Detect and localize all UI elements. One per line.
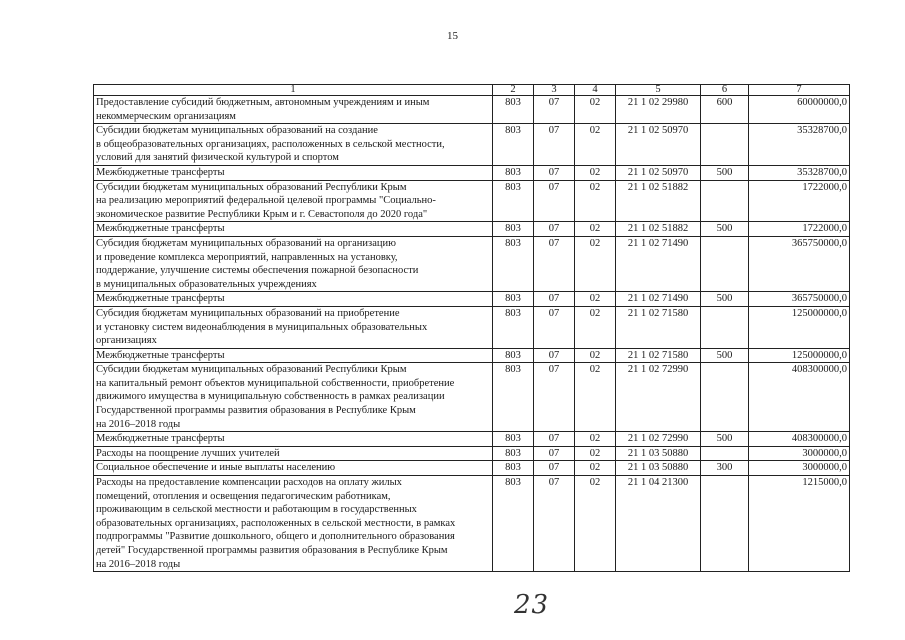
table-row <box>94 124 850 166</box>
row-name-cell: Субсидии бюджетам муниципальных образований Республики Крым на реализацию мероприятий федеральной целевой программы "Социально- экономическое развитие Республики Крым и г. Севастополя до 2020 года" <box>94 180 493 222</box>
amount-cell: 1215000,0 <box>749 476 850 572</box>
subsection-code-cell: 02 <box>575 96 616 124</box>
admin-code-cell: 803 <box>493 363 534 432</box>
subsection-code-cell: 02 <box>575 348 616 363</box>
row-name-cell: Межбюджетные трансферты <box>94 432 493 447</box>
expense-type-cell <box>701 476 749 572</box>
target-article-cell: 21 1 03 50880 <box>616 461 701 476</box>
expense-type-cell: 500 <box>701 348 749 363</box>
target-article-cell: 21 1 02 71580 <box>616 348 701 363</box>
amount-cell: 125000000,0 <box>749 306 850 348</box>
subsection-code-cell: 02 <box>575 432 616 447</box>
amount-cell: 1722000,0 <box>749 222 850 237</box>
section-code-cell: 07 <box>534 476 575 572</box>
handwritten-page-mark: 23 <box>514 590 550 620</box>
table-row <box>94 446 850 461</box>
amount-cell: 125000000,0 <box>749 348 850 363</box>
target-article-cell: 21 1 02 72990 <box>616 363 701 432</box>
section-code-cell: 07 <box>534 363 575 432</box>
amount-cell: 1722000,0 <box>749 180 850 222</box>
section-code-cell: 07 <box>534 180 575 222</box>
target-article-cell: 21 1 02 51882 <box>616 222 701 237</box>
admin-code-cell: 803 <box>493 476 534 572</box>
target-article-cell: 21 1 02 50970 <box>616 124 701 166</box>
row-name-cell: Субсидии бюджетам муниципальных образований Республики Крым на капитальный ремонт объектов муниципальной собственности, приобретение движимого имущества в муниципальную собственность в рамках реализации Государственной программы развития образования в Республике Крым на 2016–2018 годы <box>94 363 493 432</box>
section-code-cell: 07 <box>534 306 575 348</box>
row-name-cell: Расходы на предоставление компенсации расходов на оплату жилых помещений, отопления и освещения педагогическим работникам, проживающим в сельской местности и работающим в государственных образовательных организациях, расположенных в сельской местности, в рамках подпрограммы "Развитие дошкольного, общего и дополнительного образования детей" Государственной программы развития образования в Республике Крым на 2016–2018 годы <box>94 476 493 572</box>
target-article-cell: 21 1 02 51882 <box>616 180 701 222</box>
table-row <box>94 363 850 432</box>
table-row <box>94 222 850 237</box>
section-code-cell: 07 <box>534 96 575 124</box>
amount-cell: 35328700,0 <box>749 124 850 166</box>
header-cell: 3 <box>534 85 575 96</box>
target-article-cell: 21 1 02 71580 <box>616 306 701 348</box>
row-name-cell: Предоставление субсидий бюджетным, автономным учреждениям и иным некоммерческим организациям <box>94 96 493 124</box>
row-name-cell: Расходы на поощрение лучших учителей <box>94 446 493 461</box>
table-row <box>94 306 850 348</box>
section-code-cell: 07 <box>534 236 575 291</box>
subsection-code-cell: 02 <box>575 461 616 476</box>
admin-code-cell: 803 <box>493 165 534 180</box>
admin-code-cell: 803 <box>493 432 534 447</box>
admin-code-cell: 803 <box>493 306 534 348</box>
expense-type-cell: 500 <box>701 432 749 447</box>
subsection-code-cell: 02 <box>575 446 616 461</box>
row-name-cell: Социальное обеспечение и иные выплаты населению <box>94 461 493 476</box>
table-row <box>94 180 850 222</box>
amount-cell: 35328700,0 <box>749 165 850 180</box>
admin-code-cell: 803 <box>493 180 534 222</box>
target-article-cell: 21 1 02 72990 <box>616 432 701 447</box>
table-header-row <box>94 85 850 96</box>
section-code-cell: 07 <box>534 446 575 461</box>
amount-cell: 408300000,0 <box>749 363 850 432</box>
expense-type-cell <box>701 236 749 291</box>
admin-code-cell: 803 <box>493 222 534 237</box>
amount-cell: 408300000,0 <box>749 432 850 447</box>
amount-cell: 60000000,0 <box>749 96 850 124</box>
table-row <box>94 292 850 307</box>
header-cell: 5 <box>616 85 701 96</box>
expense-type-cell <box>701 363 749 432</box>
section-code-cell: 07 <box>534 222 575 237</box>
admin-code-cell: 803 <box>493 96 534 124</box>
section-code-cell: 07 <box>534 461 575 476</box>
budget-table <box>93 84 850 572</box>
expense-type-cell <box>701 306 749 348</box>
row-name-cell: Субсидия бюджетам муниципальных образований на организацию и проведение комплекса мероприятий, направленных на установку, поддержание, улучшение системы обеспечения пожарной безопасности в муниципальных образовательных учреждениях <box>94 236 493 291</box>
target-article-cell: 21 1 02 71490 <box>616 236 701 291</box>
header-cell: 6 <box>701 85 749 96</box>
row-name-cell: Субсидия бюджетам муниципальных образований на приобретение и установку систем видеонаблюдения в муниципальных образовательных организациях <box>94 306 493 348</box>
amount-cell: 3000000,0 <box>749 461 850 476</box>
header-cell: 2 <box>493 85 534 96</box>
header-cell: 7 <box>749 85 850 96</box>
target-article-cell: 21 1 02 71490 <box>616 292 701 307</box>
row-name-cell: Межбюджетные трансферты <box>94 292 493 307</box>
header-cell: 4 <box>575 85 616 96</box>
target-article-cell: 21 1 02 29980 <box>616 96 701 124</box>
admin-code-cell: 803 <box>493 236 534 291</box>
expense-type-cell <box>701 124 749 166</box>
section-code-cell: 07 <box>534 292 575 307</box>
expense-type-cell: 500 <box>701 165 749 180</box>
admin-code-cell: 803 <box>493 446 534 461</box>
subsection-code-cell: 02 <box>575 180 616 222</box>
section-code-cell: 07 <box>534 348 575 363</box>
table-row <box>94 96 850 124</box>
expense-type-cell: 300 <box>701 461 749 476</box>
page-number: 15 <box>447 30 458 42</box>
section-code-cell: 07 <box>534 124 575 166</box>
row-name-cell: Субсидии бюджетам муниципальных образований на создание в общеобразовательных организациях, расположенных в сельской местности, условий для занятий физической культурой и спортом <box>94 124 493 166</box>
expense-type-cell: 600 <box>701 96 749 124</box>
target-article-cell: 21 1 03 50880 <box>616 446 701 461</box>
subsection-code-cell: 02 <box>575 124 616 166</box>
expense-type-cell: 500 <box>701 292 749 307</box>
subsection-code-cell: 02 <box>575 165 616 180</box>
section-code-cell: 07 <box>534 432 575 447</box>
admin-code-cell: 803 <box>493 124 534 166</box>
amount-cell: 365750000,0 <box>749 236 850 291</box>
subsection-code-cell: 02 <box>575 222 616 237</box>
expense-type-cell <box>701 446 749 461</box>
table-row <box>94 236 850 291</box>
subsection-code-cell: 02 <box>575 292 616 307</box>
expense-type-cell <box>701 180 749 222</box>
amount-cell: 365750000,0 <box>749 292 850 307</box>
table-row <box>94 432 850 447</box>
row-name-cell: Межбюджетные трансферты <box>94 222 493 237</box>
table-row <box>94 461 850 476</box>
table-row <box>94 348 850 363</box>
table-row <box>94 165 850 180</box>
admin-code-cell: 803 <box>493 292 534 307</box>
subsection-code-cell: 02 <box>575 306 616 348</box>
admin-code-cell: 803 <box>493 348 534 363</box>
row-name-cell: Межбюджетные трансферты <box>94 165 493 180</box>
subsection-code-cell: 02 <box>575 476 616 572</box>
subsection-code-cell: 02 <box>575 236 616 291</box>
section-code-cell: 07 <box>534 165 575 180</box>
target-article-cell: 21 1 04 21300 <box>616 476 701 572</box>
table-row <box>94 476 850 572</box>
amount-cell: 3000000,0 <box>749 446 850 461</box>
expense-type-cell: 500 <box>701 222 749 237</box>
row-name-cell: Межбюджетные трансферты <box>94 348 493 363</box>
header-cell: 1 <box>94 85 493 96</box>
subsection-code-cell: 02 <box>575 363 616 432</box>
admin-code-cell: 803 <box>493 461 534 476</box>
target-article-cell: 21 1 02 50970 <box>616 165 701 180</box>
